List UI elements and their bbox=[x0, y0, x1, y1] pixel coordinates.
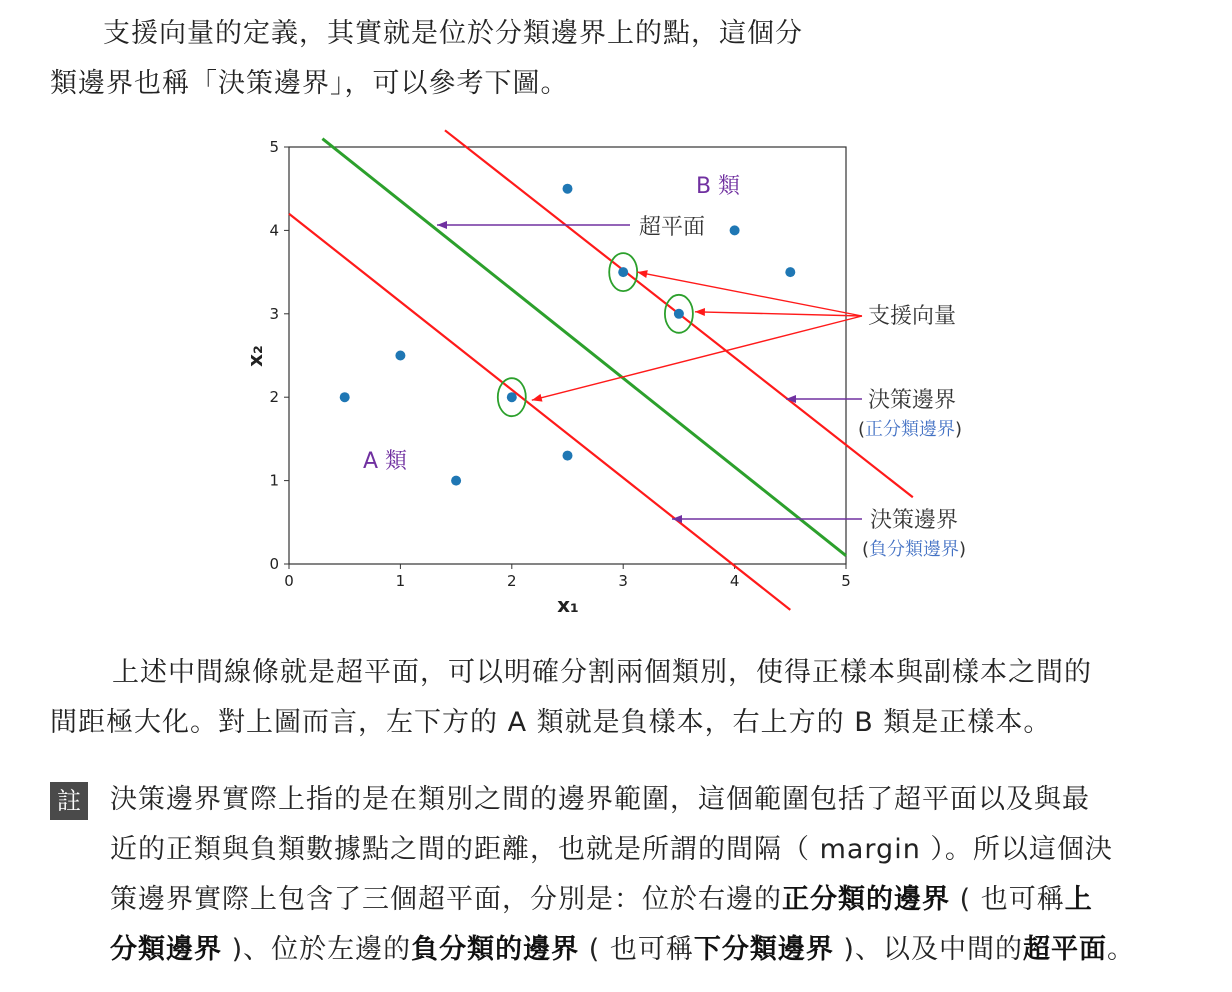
boundary-label-positive: 決策邊界 bbox=[868, 388, 957, 413]
emphasis-positive-boundary: 正分類的邊界 bbox=[782, 884, 950, 915]
emphasis-upper: 上 bbox=[1064, 884, 1093, 915]
note-text: )、位於左邊的 bbox=[222, 934, 412, 965]
plot-axes bbox=[269, 138, 850, 590]
note-line-3 bbox=[110, 882, 1093, 918]
x-tick-label: 3 bbox=[618, 572, 628, 590]
data-point bbox=[395, 351, 405, 361]
intro-line-2: 類邊界也稱「決策邊界」，可以參考下圖。 bbox=[50, 68, 569, 99]
data-point bbox=[340, 392, 350, 402]
data-point bbox=[507, 392, 517, 402]
boundary-paren-negative: (負分類邊界) bbox=[862, 539, 967, 560]
note-text: ( 也可稱 bbox=[579, 934, 694, 965]
note-line-1: 決策邊界實際上指的是在類別之間的邊界範圍，這個範圍包括了超平面以及與最 bbox=[110, 784, 1090, 815]
hyperplane-line bbox=[322, 139, 846, 556]
class-b-label: B 類 bbox=[695, 174, 741, 199]
x-axis-label: x₁ bbox=[557, 593, 579, 617]
boundary-paren-positive: (正分類邊界) bbox=[858, 419, 963, 440]
para2-line-1: 上述中間線條就是超平面，可以明確分割兩個類別，使得正樣本與副樣本之間的 bbox=[112, 657, 1092, 688]
y-tick-label: 2 bbox=[269, 388, 279, 407]
support-vector-arrow bbox=[637, 272, 862, 316]
x-tick-label: 1 bbox=[395, 572, 406, 590]
hyperplane-label: 超平面 bbox=[638, 215, 706, 240]
y-tick-label: 1 bbox=[269, 471, 279, 490]
emphasis-lower-boundary: 下分類邊界 bbox=[693, 934, 834, 965]
y-axis-label: x₂ bbox=[243, 345, 267, 367]
note-text: 。 bbox=[1106, 934, 1135, 965]
support-vector-arrow-head bbox=[637, 270, 648, 278]
emphasis-hyperplane: 超平面 bbox=[1022, 934, 1107, 965]
x-tick-label: 5 bbox=[841, 572, 851, 590]
y-tick-label: 3 bbox=[269, 304, 279, 323]
hyperplane-arrow-head bbox=[437, 221, 447, 229]
data-point bbox=[563, 451, 573, 461]
para2-line-2: 間距極大化。對上圖而言，左下方的 A 類就是負樣本，右上方的 B 類是正樣本。 bbox=[50, 707, 1052, 738]
annotations bbox=[437, 221, 862, 523]
note-text: ( 也可稱 bbox=[950, 884, 1065, 915]
class-a-label: A 類 bbox=[362, 449, 408, 474]
boundary-lines bbox=[289, 130, 913, 610]
emphasis-upper-boundary: 分類邊界 bbox=[110, 934, 222, 965]
note-line-4 bbox=[110, 932, 1135, 968]
data-point bbox=[730, 225, 740, 235]
data-point bbox=[451, 476, 461, 486]
x-tick-label: 4 bbox=[729, 572, 740, 590]
intro-line-1: 支援向量的定義，其實就是位於分類邊界上的點，這個分 bbox=[103, 18, 803, 49]
boundary-label-negative: 決策邊界 bbox=[870, 508, 959, 533]
y-tick-label: 0 bbox=[269, 555, 279, 573]
support-vector-arrow bbox=[695, 312, 862, 316]
x-tick-label: 2 bbox=[507, 572, 517, 590]
note-badge: 註 bbox=[50, 782, 88, 820]
x-tick-label: 0 bbox=[284, 572, 294, 590]
note-text: )、以及中間的 bbox=[833, 934, 1023, 965]
data-point bbox=[785, 267, 795, 277]
data-point bbox=[563, 184, 573, 194]
negative-boundary-text: 負分類邊界 bbox=[869, 539, 960, 560]
data-point bbox=[618, 267, 628, 277]
positive-boundary-text: 正分類邊界 bbox=[865, 419, 956, 440]
plot-frame bbox=[289, 147, 846, 564]
y-tick-label: 4 bbox=[269, 221, 279, 240]
note-line-2: 近的正類與負類數據點之間的距離，也就是所謂的間隔（ margin ）。所以這個決 bbox=[110, 834, 1113, 865]
negative-boundary-line bbox=[289, 214, 790, 610]
y-tick-label: 5 bbox=[269, 138, 279, 156]
emphasis-negative-boundary: 負分類的邊界 bbox=[411, 934, 580, 965]
support-vector-label: 支援向量 bbox=[868, 304, 957, 329]
data-point bbox=[674, 309, 684, 319]
note-text: 策邊界實際上包含了三個超平面，分別是：位於右邊的 bbox=[110, 884, 782, 915]
support-vector-arrow-head bbox=[695, 308, 705, 316]
